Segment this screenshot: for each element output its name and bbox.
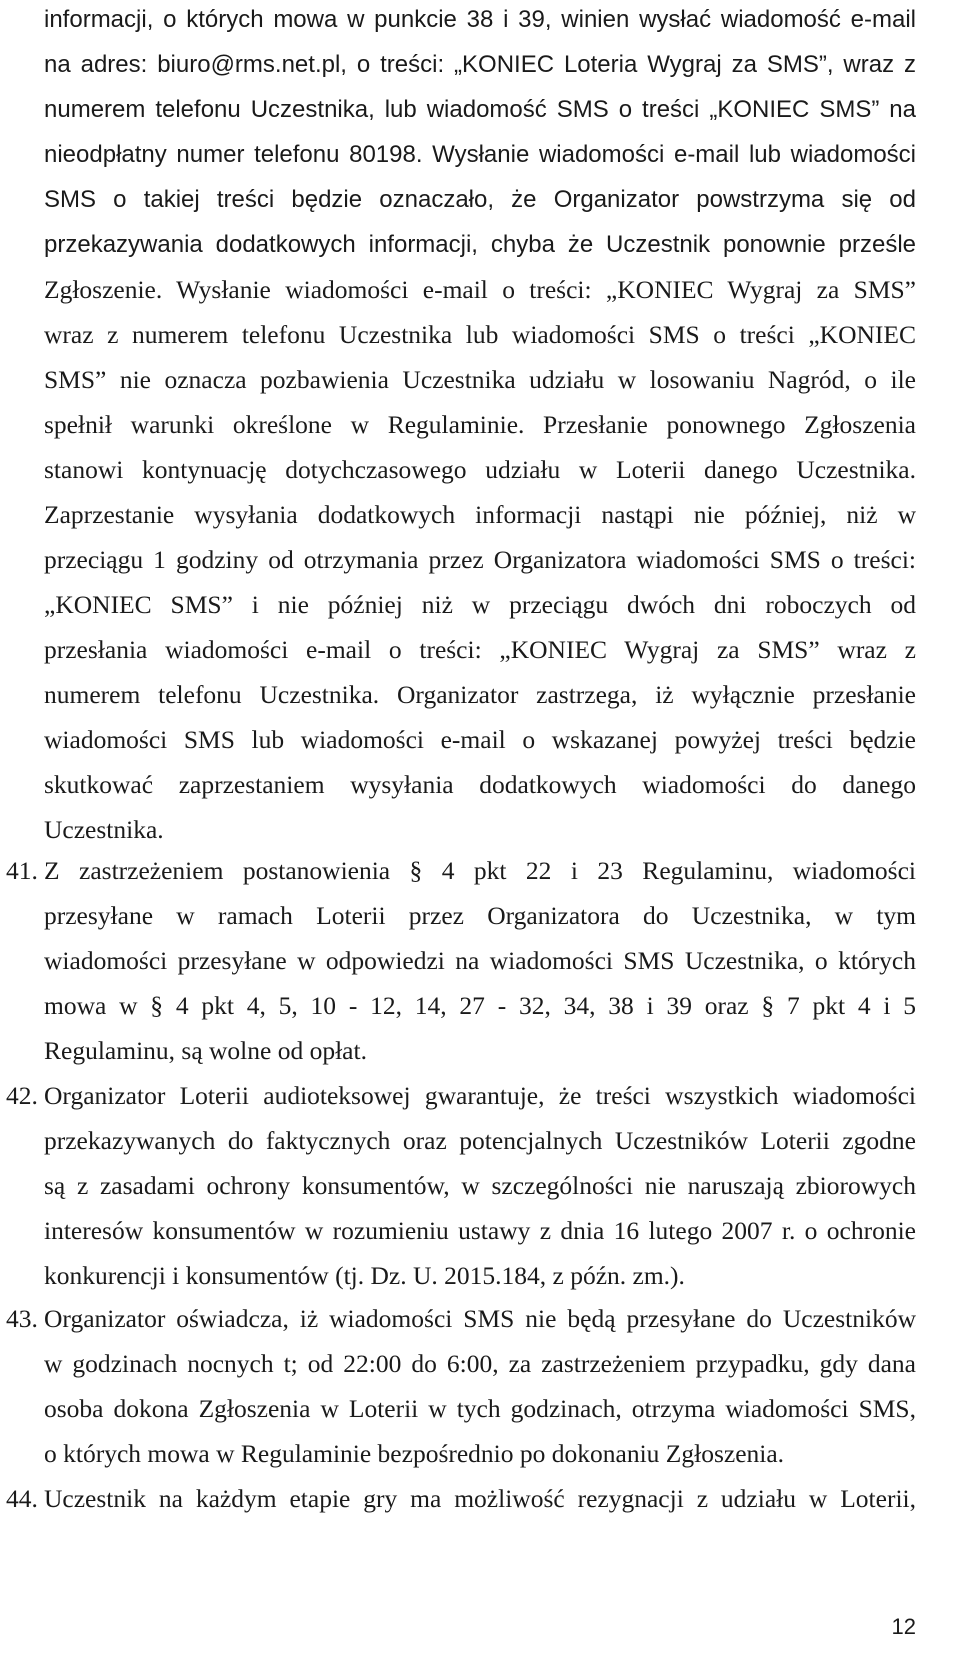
paragraph-line: wiadomości SMS lub wiadomości e-mail o wskazanej powyżej treści będzie: [44, 725, 916, 754]
item-number: 41.: [6, 856, 38, 885]
item-line: osoba dokona Zgłoszenia w Loterii w tych godzinach, otrzyma wiadomości SMS,: [44, 1394, 916, 1423]
item-line: Organizator oświadcza, iż wiadomości SMS nie będą przesyłane do Uczestników: [44, 1304, 916, 1333]
paragraph-line: informacji, o których mowa w punkcie 38 i 39, winien wysłać wiadomość e-mail: [44, 6, 916, 33]
paragraph-line: Zaprzestanie wysyłania dodatkowych informacji nastąpi nie później, niż w: [44, 500, 916, 529]
list-item: [44, 1073, 916, 1303]
paragraph-line: Uczestnika.: [44, 815, 164, 844]
paragraph-line: przekazywania dodatkowych informacji, chyba że Uczestnik ponownie prześle: [44, 231, 916, 258]
paragraph-line: spełnił warunki określone w Regulaminie. Przesłanie ponownego Zgłoszenia: [44, 410, 916, 439]
item-line: Uczestnik na każdym etapie gry ma możliwość rezygnacji z udziału w Loterii,: [44, 1484, 916, 1513]
paragraph-line: skutkować zaprzestaniem wysyłania dodatkowych wiadomości do danego: [44, 770, 916, 799]
item-number: 42.: [6, 1081, 38, 1110]
page-number: 12: [891, 1614, 916, 1639]
item-line: Organizator Loterii audioteksowej gwarantuje, że treści wszystkich wiadomości: [44, 1081, 916, 1110]
paragraph-line: numerem telefonu Uczestnika, lub wiadomość SMS o treści „KONIEC SMS” na: [44, 96, 916, 123]
paragraph-line: przesłania wiadomości e-mail o treści: „KONIEC Wygraj za SMS” wraz z: [44, 635, 916, 664]
paragraph-line: SMS o takiej treści będzie oznaczało, że Organizator powstrzyma się od: [44, 186, 916, 213]
paragraph-line: nieodpłatny numer telefonu 80198. Wysłanie wiadomości e-mail lub wiadomości: [44, 141, 916, 168]
paragraph-line: numerem telefonu Uczestnika. Organizator zastrzega, iż wyłącznie przesłanie: [44, 680, 916, 709]
item-line: wiadomości przesyłane w odpowiedzi na wiadomości SMS Uczestnika, o których: [44, 946, 916, 975]
list-item: [44, 848, 916, 1078]
list-item: [44, 1296, 916, 1480]
paragraph-line: Zgłoszenie. Wysłanie wiadomości e-mail o treści: „KONIEC Wygraj za SMS”: [44, 275, 916, 304]
item-line: mowa w § 4 pkt 4, 5, 10 - 12, 14, 27 - 32, 34, 38 i 39 oraz § 7 pkt 4 i 5: [44, 991, 916, 1020]
item-line: konkurencji i konsumentów (tj. Dz. U. 2015.184, z późn. zm.).: [44, 1261, 685, 1290]
item-line: przekazywanych do faktycznych oraz potencjalnych Uczestników Loterii zgodne: [44, 1126, 916, 1155]
item-line: są z zasadami ochrony konsumentów, w szczególności nie naruszają zbiorowych: [44, 1171, 916, 1200]
list-item: [44, 1476, 916, 1522]
paragraph-line: przeciągu 1 godziny od otrzymania przez Organizatora wiadomości SMS o treści:: [44, 545, 916, 574]
item-line: o których mowa w Regulaminie bezpośrednio po dokonaniu Zgłoszenia.: [44, 1439, 785, 1468]
item-number: 43.: [6, 1304, 38, 1333]
item-line: przesyłane w ramach Loterii przez Organizatora do Uczestnika, w tym: [44, 901, 916, 930]
paragraph-line: na adres: biuro@rms.net.pl, o treści: „KONIEC Loteria Wygraj za SMS”, wraz z: [44, 51, 916, 78]
item-line: w godzinach nocnych t; od 22:00 do 6:00, za zastrzeżeniem przypadku, gdy dana: [44, 1349, 916, 1378]
paragraph-line: „KONIEC SMS” i nie później niż w przeciągu dwóch dni roboczych od: [44, 590, 916, 619]
item-number: 44.: [6, 1484, 38, 1513]
paragraph-line: wraz z numerem telefonu Uczestnika lub wiadomości SMS o treści „KONIEC: [44, 320, 916, 349]
paragraph-line: stanowi kontynuację dotychczasowego udziału w Loterii danego Uczestnika.: [44, 455, 916, 484]
continuation-paragraph: [44, 0, 916, 871]
item-line: Z zastrzeżeniem postanowienia § 4 pkt 22 i 23 Regulaminu, wiadomości: [44, 856, 916, 885]
item-line: interesów konsumentów w rozumieniu ustawy z dnia 16 lutego 2007 r. o ochronie: [44, 1216, 916, 1245]
paragraph-line: SMS” nie oznacza pozbawienia Uczestnika udziału w losowaniu Nagród, o ile: [44, 365, 916, 394]
item-line: Regulaminu, są wolne od opłat.: [44, 1036, 367, 1065]
